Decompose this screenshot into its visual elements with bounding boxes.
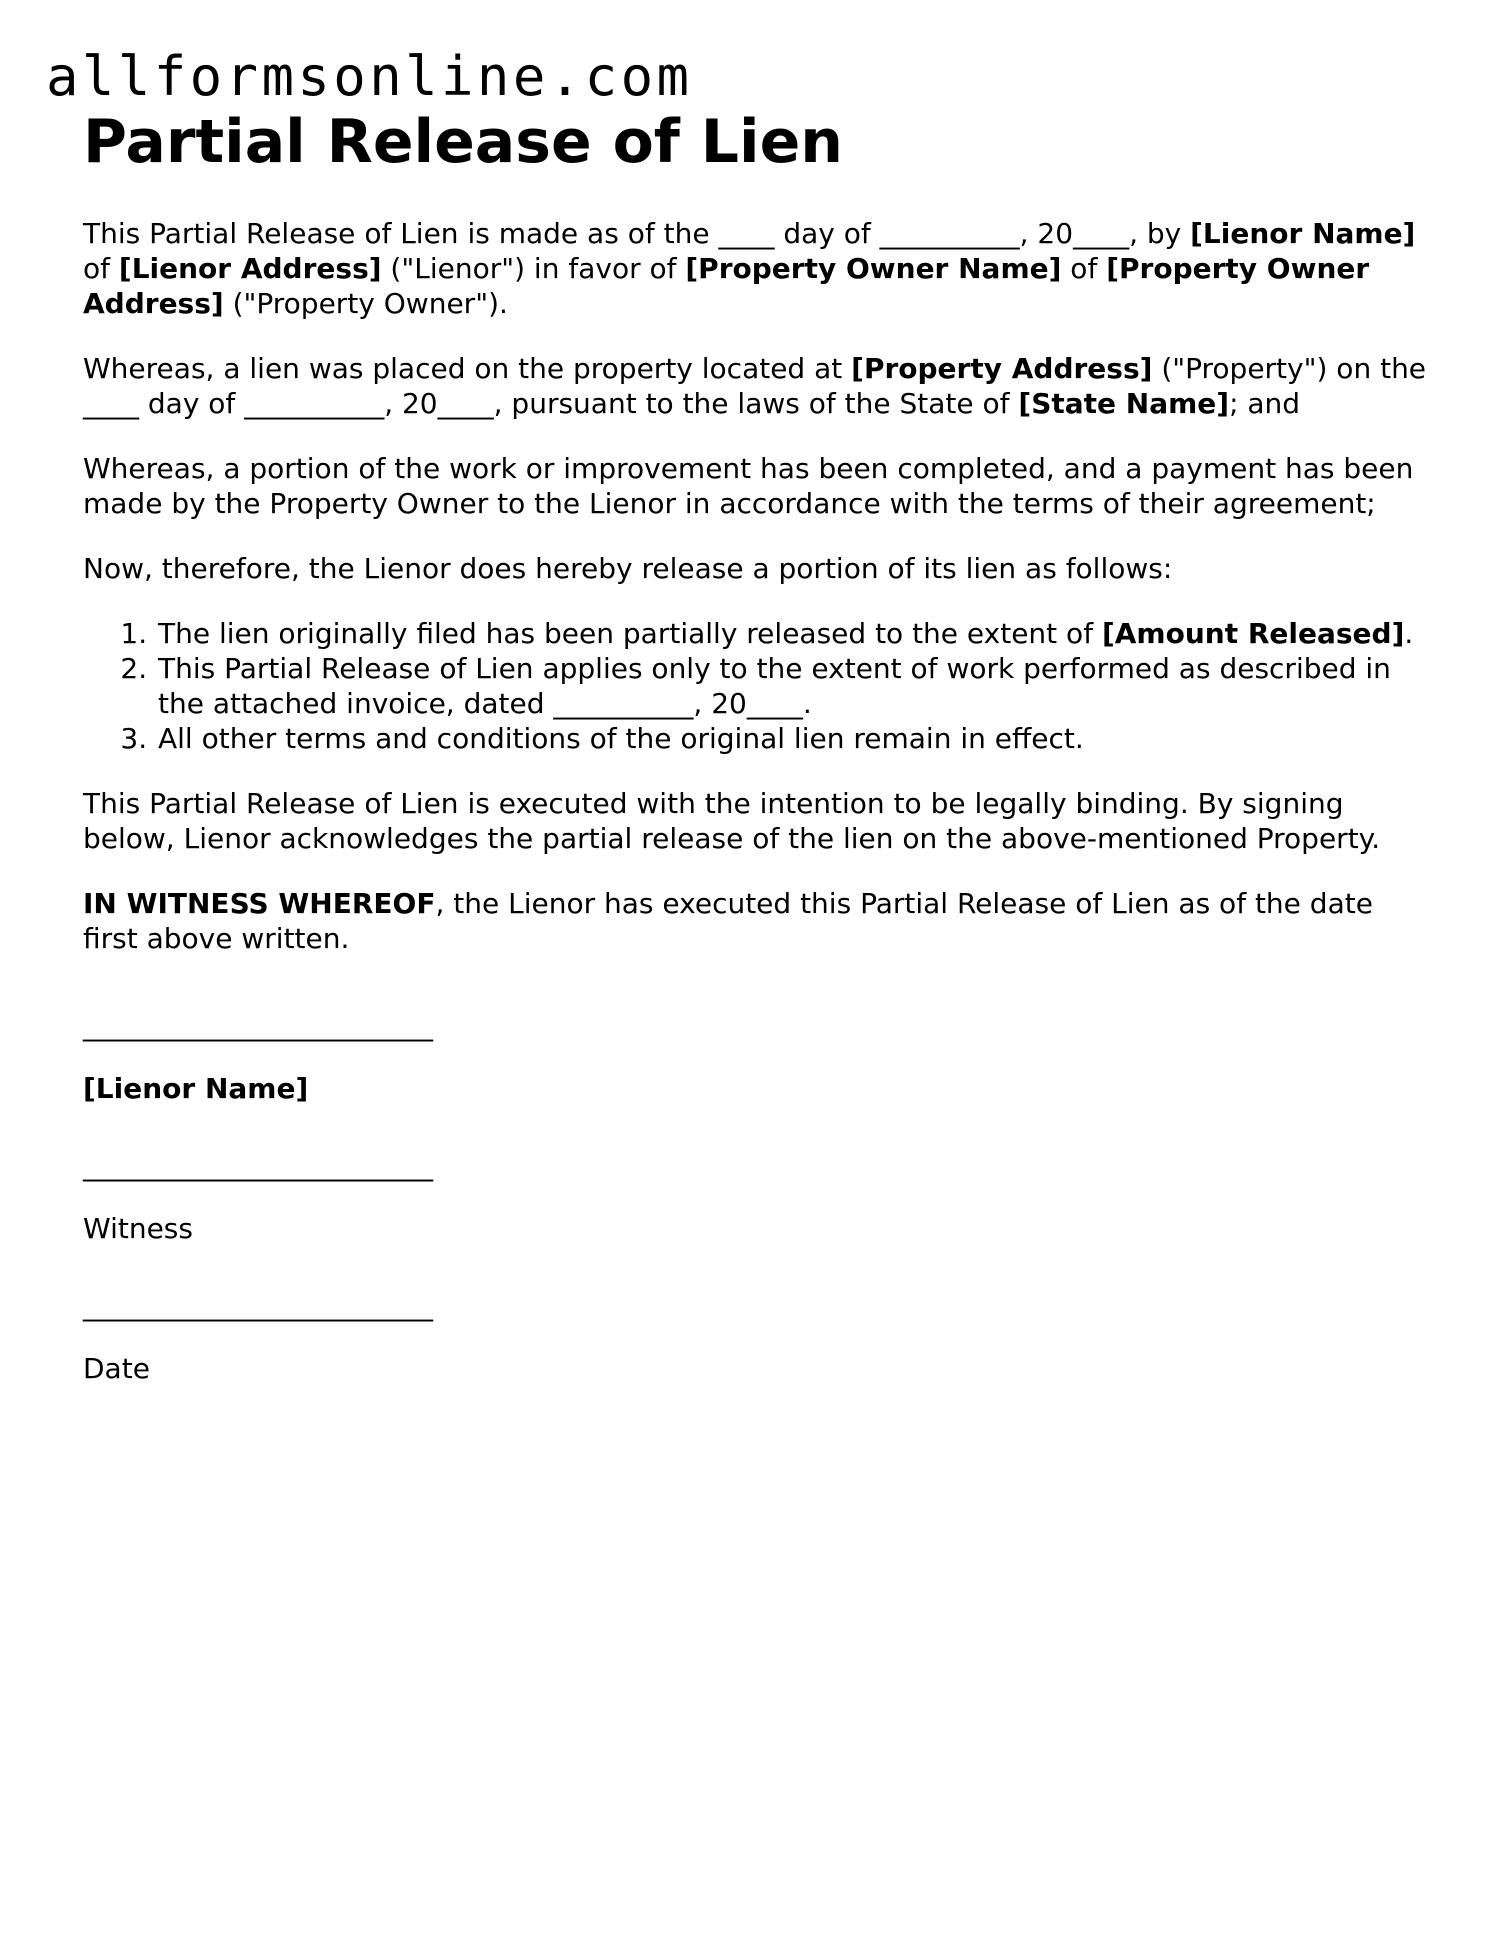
release-intro-paragraph: Now, therefore, the Lienor does hereby release a portion of its lien as follows: [83, 552, 1173, 585]
date-signature-line: _________________________ [83, 1289, 433, 1322]
lienor-name-placeholder: [Lienor Name] [1190, 217, 1416, 250]
intro-text-5: ("Property Owner"). [223, 287, 508, 320]
witness-whereof-heading: IN WITNESS WHEREOF [83, 887, 436, 920]
execution-paragraph: This Partial Release of Lien is executed with the intention to be legally binding. By signing below, Lienor acknowledges the partial release of the lien on the above-mentioned Property. [83, 787, 1381, 855]
whereas-lien-text-3: ; and [1229, 387, 1301, 420]
whereas-lien-text-1: Whereas, a lien was placed on the property located at [83, 352, 852, 385]
lienor-signature-label [83, 1071, 1433, 1106]
amount-released-placeholder: [Amount Released] [1101, 617, 1405, 650]
witness-label: Witness [83, 1212, 193, 1245]
owner-address-placeholder: [Property Owner Address] [83, 252, 1370, 320]
state-name-placeholder: [State Name] [1018, 387, 1230, 420]
intro-text-2: of [83, 252, 119, 285]
whereas-payment-paragraph: Whereas, a portion of the work or improvement has been completed, and a payment has been made by the Property Owner to the Lienor in accordance with the terms of their agreement; [83, 452, 1414, 520]
watermark-site-name: allformsonline.com [46, 45, 693, 108]
lienor-address-placeholder: [Lienor Address] [118, 252, 382, 285]
list-item: 2. This Partial Release of Lien applies only to the extent of work performed as described in the attached invoice, dated __________, 20____. [156, 651, 1433, 721]
release-terms-list [83, 616, 1433, 756]
whereas-lien-text-2: ("Property") on the ____ day of __________, 20____, pursuant to the laws of the State of [83, 352, 1427, 420]
witness-whereof-paragraph [83, 886, 1433, 956]
intro-text-3: ("Lienor") in favor of [381, 252, 686, 285]
list-item [156, 616, 1433, 651]
date-label: Date [83, 1352, 150, 1385]
witness-signature-line: _________________________ [83, 1149, 433, 1182]
intro-paragraph [83, 216, 1433, 321]
page-title: Partial Release of Lien [83, 107, 843, 177]
signature-block [83, 1008, 1433, 1386]
document-body [83, 104, 1433, 1386]
owner-name-placeholder: [Property Owner Name] [685, 252, 1062, 285]
lienor-signature-line: _________________________ [83, 1009, 433, 1042]
whereas-lien-paragraph [83, 351, 1433, 421]
lienor-name-label: [Lienor Name] [83, 1072, 309, 1105]
witness-whereof-text: , the Lienor has executed this Partial Release of Lien as of the date first above written. [83, 887, 1373, 955]
intro-text-4: of [1061, 252, 1107, 285]
intro-text-1: This Partial Release of Lien is made as of the ____ day of __________, 20____, by [83, 217, 1191, 250]
property-address-placeholder: [Property Address] [851, 352, 1153, 385]
list-item: 3. All other terms and conditions of the original lien remain in effect. [156, 721, 1433, 756]
list-item-1-text-1: The lien originally filed has been partially released to the extent of [158, 617, 1102, 650]
list-item-1-text-2: . [1404, 617, 1414, 650]
